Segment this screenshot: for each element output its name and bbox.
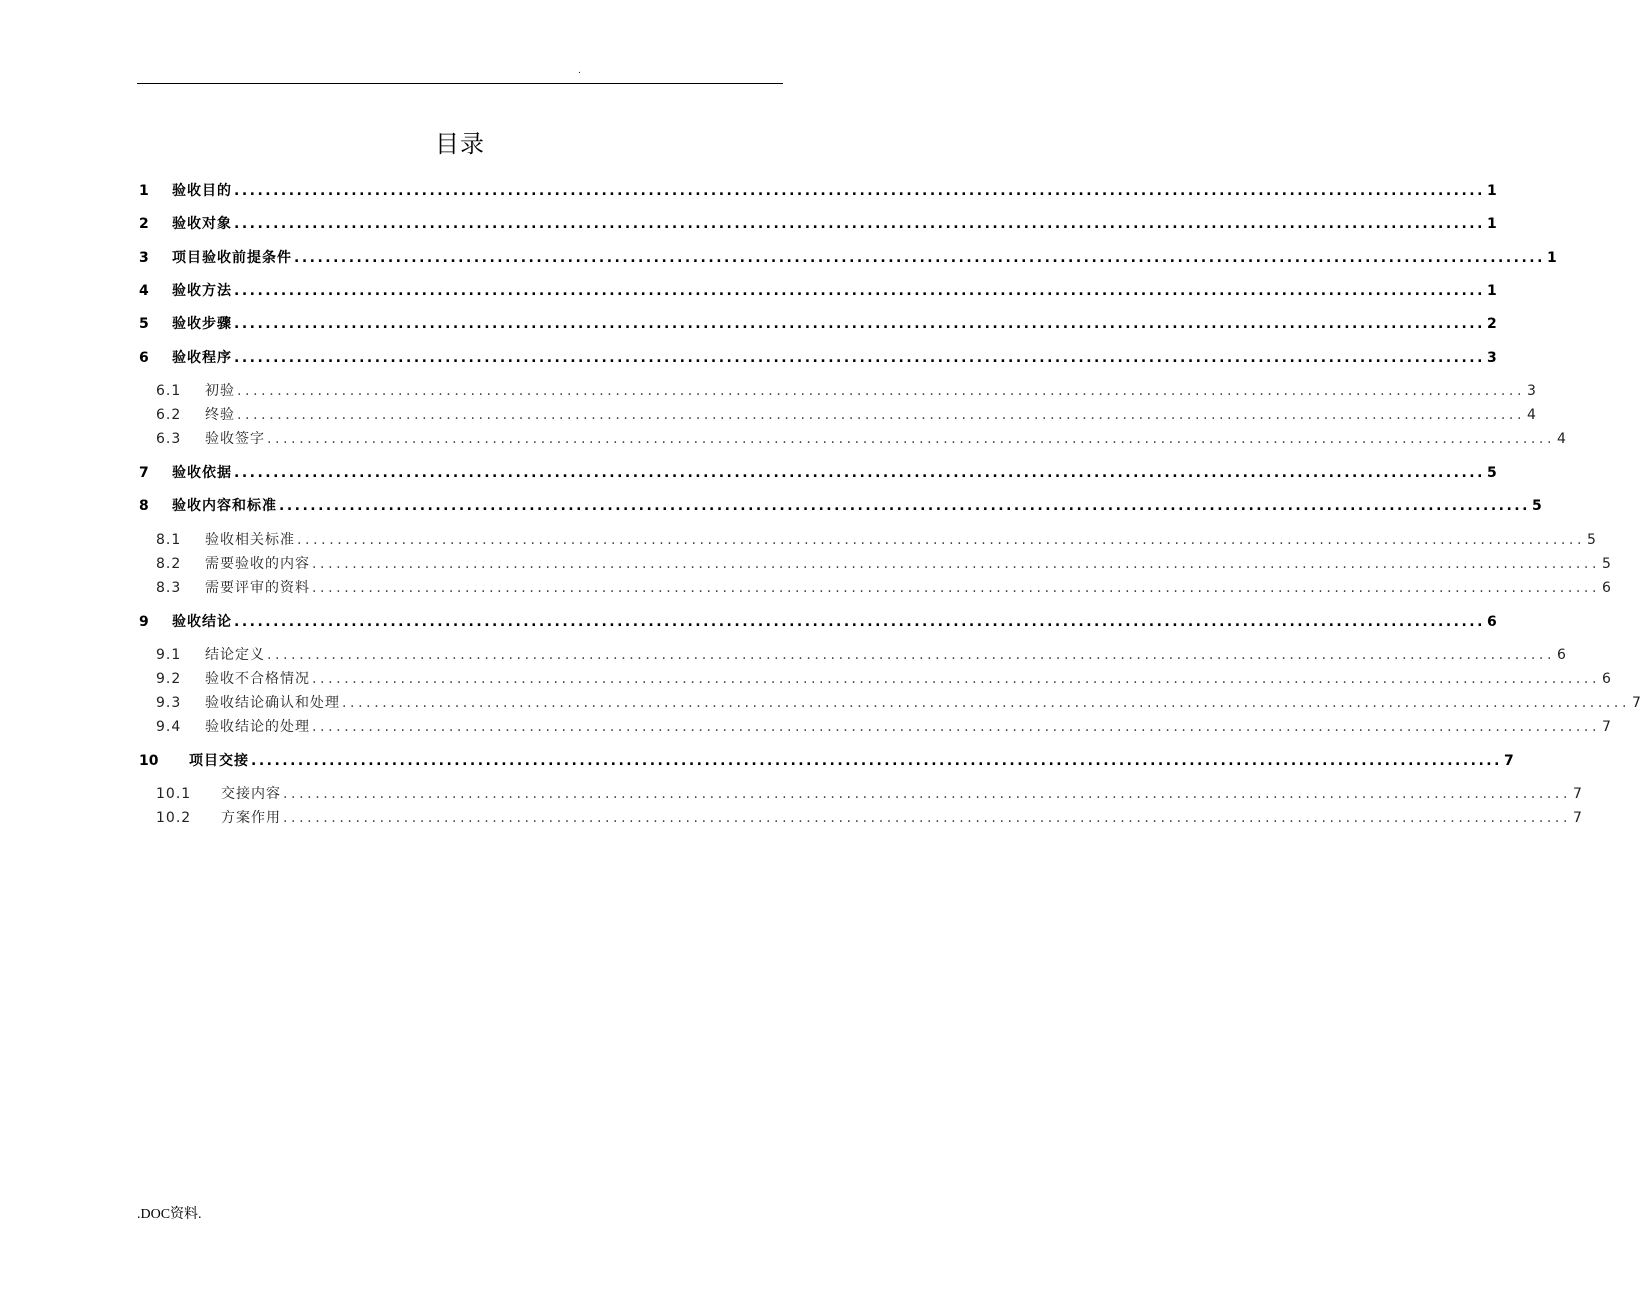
toc-entry-number: 8.3	[156, 580, 182, 596]
toc-dot-leader: ................................................................................................................................................................	[279, 498, 1530, 514]
toc-subentry[interactable]	[156, 784, 1582, 804]
toc-dot-leader: ................................................................................................................................................................	[312, 671, 1601, 687]
toc-entry-number: 2	[139, 216, 149, 232]
toc-subentry[interactable]	[156, 645, 1566, 665]
toc-entry-label: 需要验收的内容	[205, 556, 310, 572]
toc-entry-label: 验收不合格情况	[205, 671, 310, 687]
toc-entry-number: 9	[139, 614, 149, 630]
toc-entry-label: 验收结论	[172, 614, 232, 630]
toc-entry-page: 7	[1632, 695, 1641, 711]
toc-entry-label: 验收签字	[205, 431, 265, 447]
toc-entry-page: 4	[1557, 431, 1566, 447]
toc-entry[interactable]	[139, 462, 1497, 484]
toc-dot-leader: ................................................................................................................................................................	[234, 465, 1485, 481]
toc-entry-number: 6.2	[156, 407, 182, 423]
toc-entry-label: 验收依据	[172, 465, 232, 481]
toc-entry-page: 6	[1557, 647, 1566, 663]
toc-dot-leader: ................................................................................................................................................................	[283, 786, 1572, 802]
toc-subentry[interactable]	[156, 578, 1611, 598]
toc-entry-page: 7	[1503, 753, 1514, 769]
toc-entry-number: 10	[139, 753, 159, 769]
toc-entry-page: 1	[1486, 183, 1497, 199]
toc-entry-number: 9.1	[156, 647, 182, 663]
toc-subentry[interactable]	[156, 429, 1566, 449]
toc-entry[interactable]	[139, 247, 1557, 269]
toc-entry[interactable]	[139, 495, 1542, 517]
toc-dot-leader: ................................................................................................................................................................	[234, 216, 1485, 232]
toc-dot-leader: ................................................................................................................................................................	[294, 250, 1545, 266]
toc-entry-page: 1	[1486, 216, 1497, 232]
toc-entry-page: 7	[1602, 719, 1611, 735]
footer-text: .DOC资料.	[137, 1207, 202, 1222]
toc-entry[interactable]	[139, 750, 1514, 772]
toc-entry-label: 结论定义	[205, 647, 265, 663]
toc-dot-leader: ................................................................................................................................................................	[234, 283, 1485, 299]
toc-entry-page: 3	[1527, 383, 1536, 399]
toc-dot-leader: ................................................................................................................................................................	[297, 532, 1586, 548]
toc-entry[interactable]	[139, 611, 1497, 633]
toc-entry-number: 1	[139, 183, 149, 199]
toc-entry[interactable]	[139, 180, 1497, 202]
toc-entry-label: 需要评审的资料	[205, 580, 310, 596]
toc-entry-number: 9.4	[156, 719, 182, 735]
toc-entry-label: 验收步骤	[172, 316, 232, 332]
toc-entry[interactable]	[139, 213, 1497, 235]
toc-entry-number: 8	[139, 498, 149, 514]
header-mark: .	[578, 66, 581, 76]
toc-entry-number: 10.2	[156, 810, 192, 826]
toc-entry-label: 验收内容和标准	[172, 498, 277, 514]
toc-entry-label: 方案作用	[221, 810, 281, 826]
toc-entry-number: 8.2	[156, 556, 182, 572]
toc-entry-label: 初验	[205, 383, 235, 399]
toc-entry-page: 1	[1546, 250, 1557, 266]
toc-dot-leader: ................................................................................................................................................................	[267, 431, 1556, 447]
toc-dot-leader: ................................................................................................................................................................	[234, 350, 1485, 366]
toc-subentry[interactable]	[156, 808, 1582, 828]
toc-title: 目录	[435, 130, 485, 158]
toc-subentry[interactable]	[156, 530, 1596, 550]
toc-dot-leader: ................................................................................................................................................................	[312, 556, 1601, 572]
toc-entry[interactable]	[139, 347, 1497, 369]
toc-entry[interactable]	[139, 280, 1497, 302]
toc-entry-label: 验收程序	[172, 350, 232, 366]
toc-entry-number: 8.1	[156, 532, 182, 548]
toc-entry-number: 6.3	[156, 431, 182, 447]
toc-entry-page: 5	[1531, 498, 1542, 514]
toc-entry-label: 验收方法	[172, 283, 232, 299]
toc-dot-leader: ................................................................................................................................................................	[237, 383, 1526, 399]
toc-entry[interactable]	[139, 313, 1497, 335]
toc-entry-label: 验收对象	[172, 216, 232, 232]
toc-subentry[interactable]	[156, 717, 1611, 737]
toc-dot-leader: ................................................................................................................................................................	[267, 647, 1556, 663]
toc-entry-label: 交接内容	[221, 786, 281, 802]
toc-entry-number: 10.1	[156, 786, 192, 802]
toc-dot-leader: ................................................................................................................................................................	[251, 753, 1502, 769]
toc-entry-page: 7	[1573, 786, 1582, 802]
toc-entry-page: 5	[1587, 532, 1596, 548]
toc-entry-number: 4	[139, 283, 149, 299]
toc-dot-leader: ................................................................................................................................................................	[312, 719, 1601, 735]
toc-subentry[interactable]	[156, 381, 1536, 401]
toc-entry-label: 终验	[205, 407, 235, 423]
toc-dot-leader: ................................................................................................................................................................	[234, 183, 1485, 199]
toc-subentry[interactable]	[156, 693, 1641, 713]
toc-entry-number: 7	[139, 465, 149, 481]
toc-subentry[interactable]	[156, 554, 1611, 574]
toc-dot-leader: ................................................................................................................................................................	[312, 580, 1601, 596]
toc-entry-label: 验收目的	[172, 183, 232, 199]
toc-entry-page: 5	[1486, 465, 1497, 481]
toc-entry-page: 6	[1602, 580, 1611, 596]
toc-entry-label: 验收相关标准	[205, 532, 295, 548]
toc-entry-page: 3	[1486, 350, 1497, 366]
toc-entry-page: 2	[1486, 316, 1497, 332]
toc-dot-leader: ................................................................................................................................................................	[237, 407, 1526, 423]
toc-entry-page: 4	[1527, 407, 1536, 423]
toc-entry-label: 项目交接	[189, 753, 249, 769]
toc-entry-page: 6	[1602, 671, 1611, 687]
toc-dot-leader: ................................................................................................................................................................	[283, 810, 1572, 826]
toc-entry-page: 1	[1486, 283, 1497, 299]
toc-entry-page: 7	[1573, 810, 1582, 826]
toc-dot-leader: ................................................................................................................................................................	[342, 695, 1631, 711]
toc-entry-number: 5	[139, 316, 149, 332]
toc-entry-page: 5	[1602, 556, 1611, 572]
toc-dot-leader: ................................................................................................................................................................	[234, 316, 1485, 332]
toc-entry-number: 6.1	[156, 383, 182, 399]
toc-entry-page: 6	[1486, 614, 1497, 630]
toc-subentry[interactable]	[156, 669, 1611, 689]
toc-entry-label: 验收结论的处理	[205, 719, 310, 735]
toc-subentry[interactable]	[156, 405, 1536, 425]
toc-dot-leader: ................................................................................................................................................................	[234, 614, 1485, 630]
toc-entry-label: 验收结论确认和处理	[205, 695, 340, 711]
toc-entry-number: 9.2	[156, 671, 182, 687]
toc-entry-number: 6	[139, 350, 149, 366]
toc-entry-number: 3	[139, 250, 149, 266]
toc-entry-label: 项目验收前提条件	[172, 250, 292, 266]
toc-entry-number: 9.3	[156, 695, 182, 711]
